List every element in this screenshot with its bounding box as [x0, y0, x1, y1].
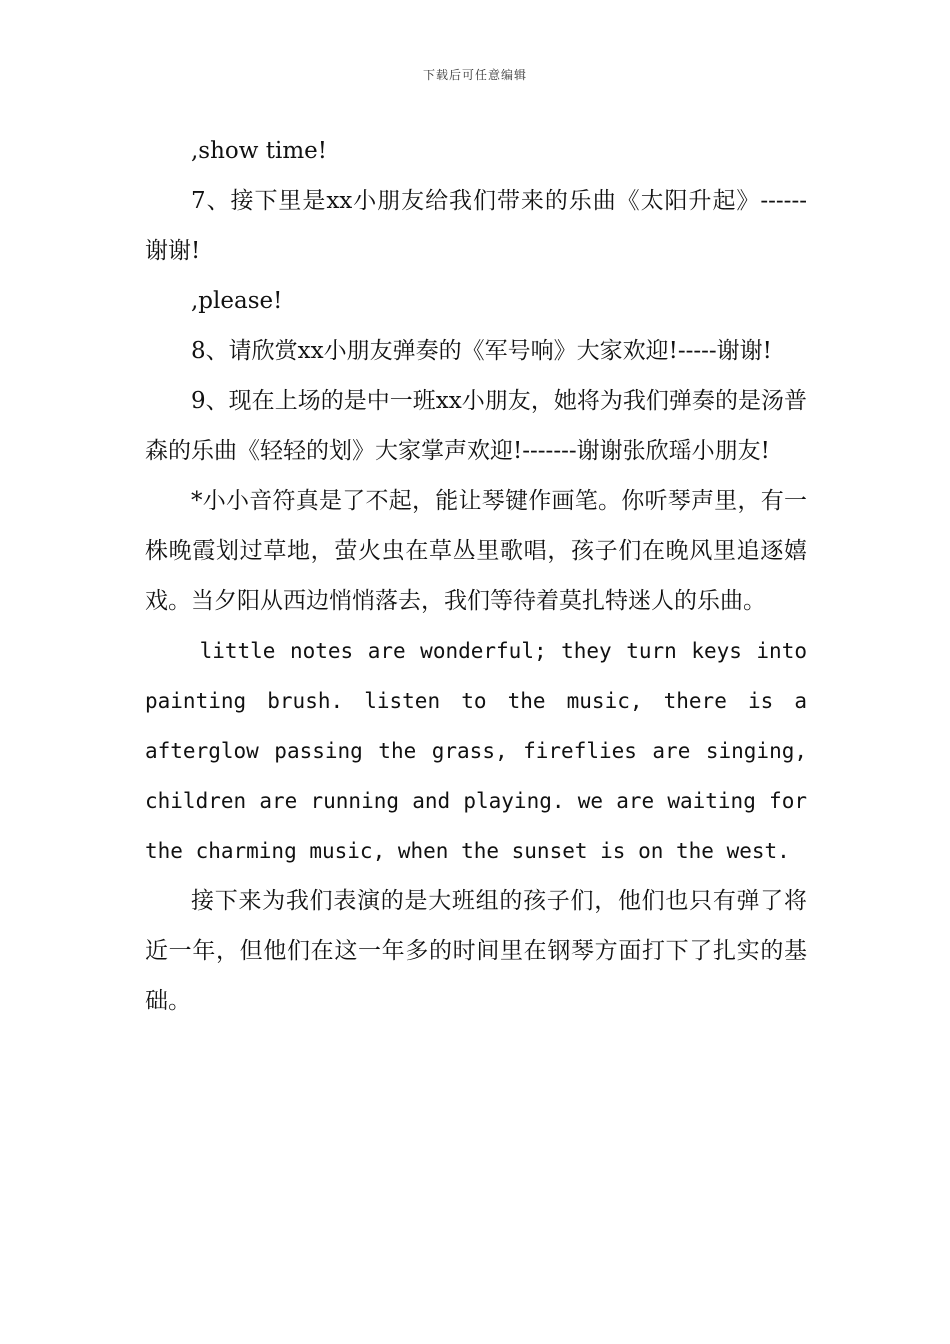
page-header-note: 下载后可任意编辑	[422, 68, 527, 82]
document-body	[145, 126, 807, 1026]
paragraph-little-notes-cn: *小小音符真是了不起，能让琴键作画笔。你听琴声里，有一株晚霞划过草地，萤火虫在草丛里歌唱，孩子们在晚风里追逐嬉戏。当夕阳从西边悄悄落去，我们等待着莫扎特迷人的乐曲。	[145, 488, 807, 614]
paragraph-little-notes-en: little notes are wonderful; they turn keys into painting brush. listen to the music, there is a afterglow passing the grass, fireflies are singing, children are running and playing. we are waiting for the charming music, when the sunset is on the west.	[145, 639, 807, 863]
paragraph-show-time: ,show time!	[191, 138, 328, 164]
paragraph-please: ,please!	[191, 288, 283, 314]
paragraph-senior-class: 接下来为我们表演的是大班组的孩子们，他们也只有弹了将近一年，但他们在这一年多的时间里在钢琴方面打下了扎实的基础。	[145, 888, 807, 1014]
paragraph-item-8: 8、请欣赏xx小朋友弹奏的《军号响》大家欢迎!-----谢谢!	[191, 338, 772, 364]
paragraph-item-7: 7、接下里是xx小朋友给我们带来的乐曲《太阳升起》------谢谢!	[145, 188, 807, 264]
paragraph-item-9: 9、现在上场的是中一班xx小朋友，她将为我们弹奏的是汤普森的乐曲《轻轻的划》大家掌声欢迎!-------谢谢张欣瑶小朋友!	[145, 388, 807, 464]
